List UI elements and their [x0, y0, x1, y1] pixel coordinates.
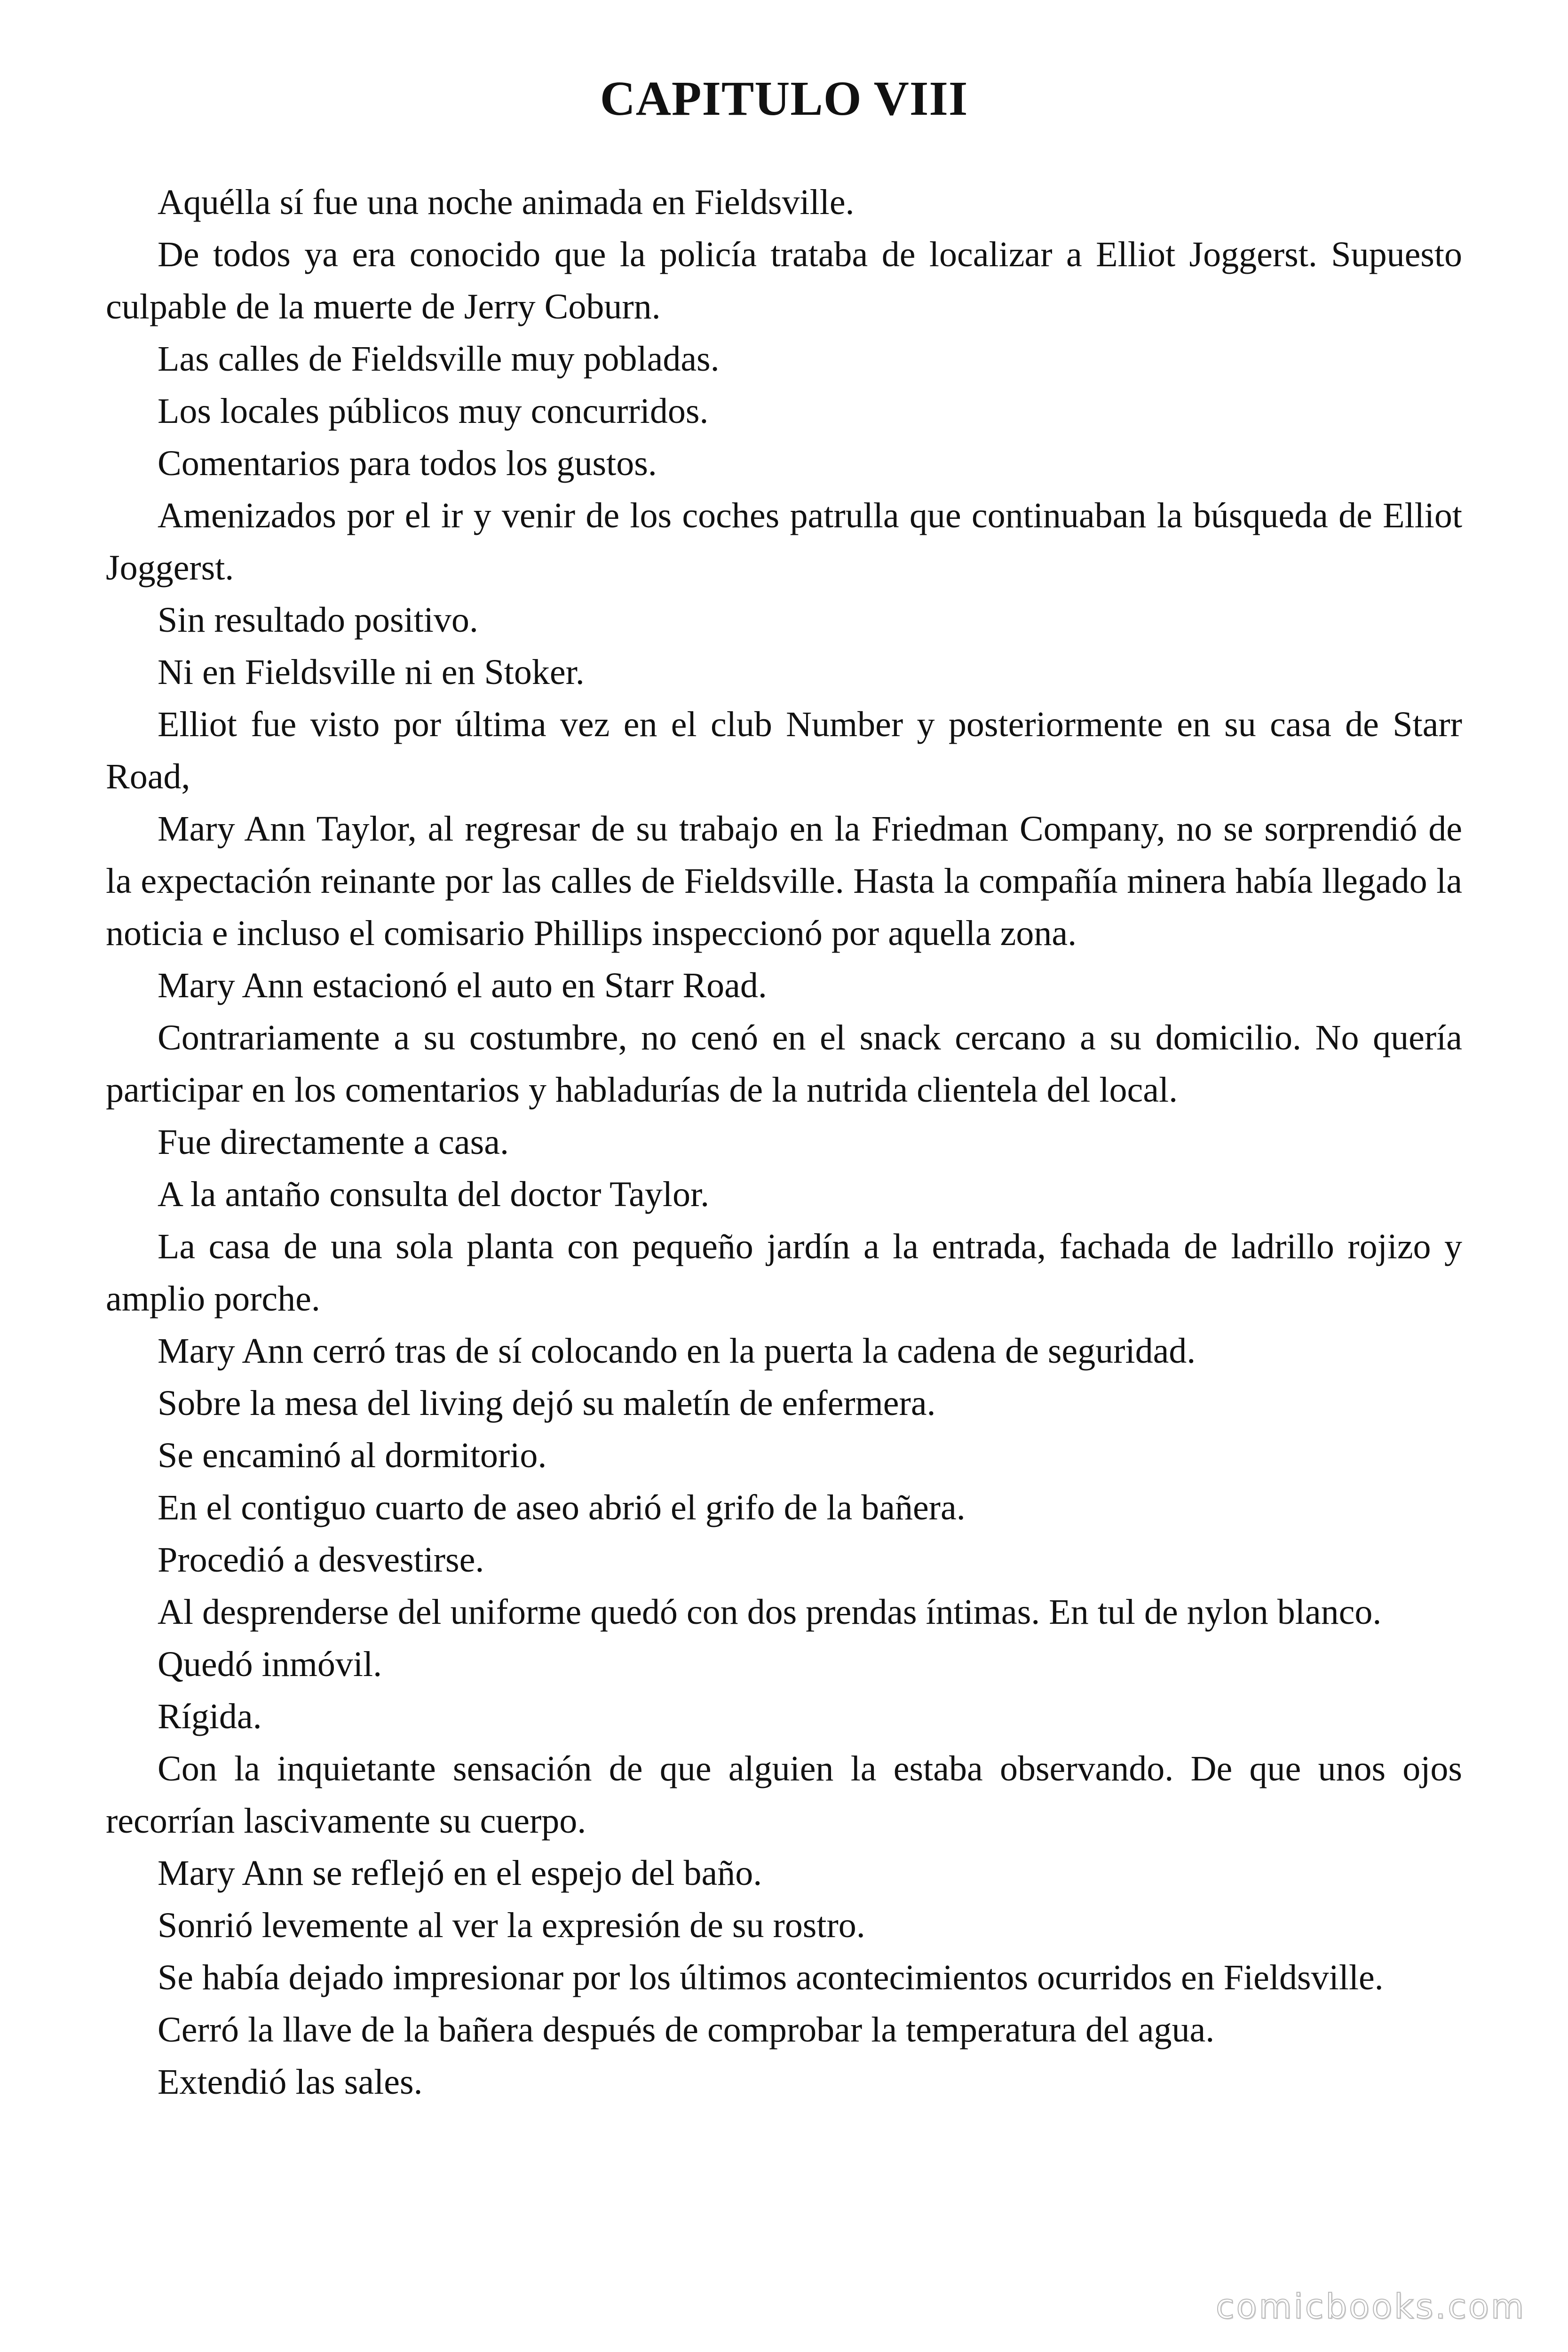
paragraph: Cerró la llave de la bañera después de comprobar la temperatura del agua. — [158, 2010, 1215, 2050]
paragraph: Mary Ann estacionó el auto en Starr Road. — [158, 966, 767, 1005]
paragraph: Los locales públicos muy concurridos. — [158, 391, 709, 431]
paragraph: Extendió las sales. — [158, 2062, 423, 2102]
paragraph: Mary Ann se reflejó en el espejo del baño. — [158, 1853, 762, 1893]
paragraph: En el contiguo cuarto de aseo abrió el grifo de la bañera. — [158, 1488, 966, 1527]
paragraph: Se había dejado impresionar por los últimos acontecimientos ocurridos en Fieldsville. — [158, 1958, 1384, 1997]
paragraph: Mary Ann cerró tras de sí colocando en la puerta la cadena de seguridad. — [158, 1331, 1196, 1371]
paragraph: Amenizados por el ir y venir de los coches patrulla que continuaban la búsqueda de Elliot Joggerst. — [106, 496, 1462, 588]
chapter-body — [106, 176, 1462, 2108]
paragraph: Aquélla sí fue una noche animada en Fieldsville. — [158, 183, 855, 222]
paragraph: Fue directamente a casa. — [158, 1122, 509, 1162]
paragraph: Ni en Fieldsville ni en Stoker. — [158, 652, 585, 692]
paragraph: Rígida. — [158, 1697, 262, 1736]
paragraph: De todos ya era conocido que la policía trataba de localizar a Elliot Joggerst. Supuesto culpable de la muerte de Jerry Coburn. — [106, 235, 1462, 326]
paragraph: A la antaño consulta del doctor Taylor. — [158, 1175, 710, 1214]
chapter-title: CAPITULO VIII — [600, 72, 968, 126]
paragraph: Sonrió levemente al ver la expresión de su rostro. — [158, 1906, 865, 1945]
paragraph: Al desprenderse del uniforme quedó con dos prendas íntimas. En tul de nylon blanco. — [158, 1592, 1382, 1632]
paragraph: Mary Ann Taylor, al regresar de su trabajo en la Friedman Company, no se sorprendió de la expectación reinante por las calles de Fieldsville. Hasta la compañía minera había llegado la noticia e incluso el comisario Phillips inspeccionó por aquella zona. — [106, 809, 1462, 953]
watermark: comicbooks.com — [1215, 2287, 1526, 2326]
paragraph: Comentarios para todos los gustos. — [158, 444, 657, 483]
paragraph: Elliot fue visto por última vez en el club Number y posteriormente en su casa de Starr Road, — [106, 705, 1462, 796]
paragraph: Quedó inmóvil. — [158, 1645, 382, 1684]
paragraph: Sin resultado positivo. — [158, 600, 478, 640]
paragraph: Se encaminó al dormitorio. — [158, 1436, 547, 1475]
paragraph: Contrariamente a su costumbre, no cenó en el snack cercano a su domicilio. No quería participar en los comentarios y habladurías de la nutrida clientela del local. — [106, 1018, 1462, 1110]
paragraph: La casa de una sola planta con pequeño jardín a la entrada, fachada de ladrillo rojizo y amplio porche. — [106, 1227, 1462, 1319]
paragraph: Procedió a desvestirse. — [158, 1540, 484, 1580]
paragraph: Con la inquietante sensación de que alguien la estaba observando. De que unos ojos recorrían lascivamente su cuerpo. — [106, 1749, 1462, 1841]
paragraph: Sobre la mesa del living dejó su maletín de enfermera. — [158, 1383, 936, 1423]
paragraph: Las calles de Fieldsville muy pobladas. — [158, 339, 720, 379]
